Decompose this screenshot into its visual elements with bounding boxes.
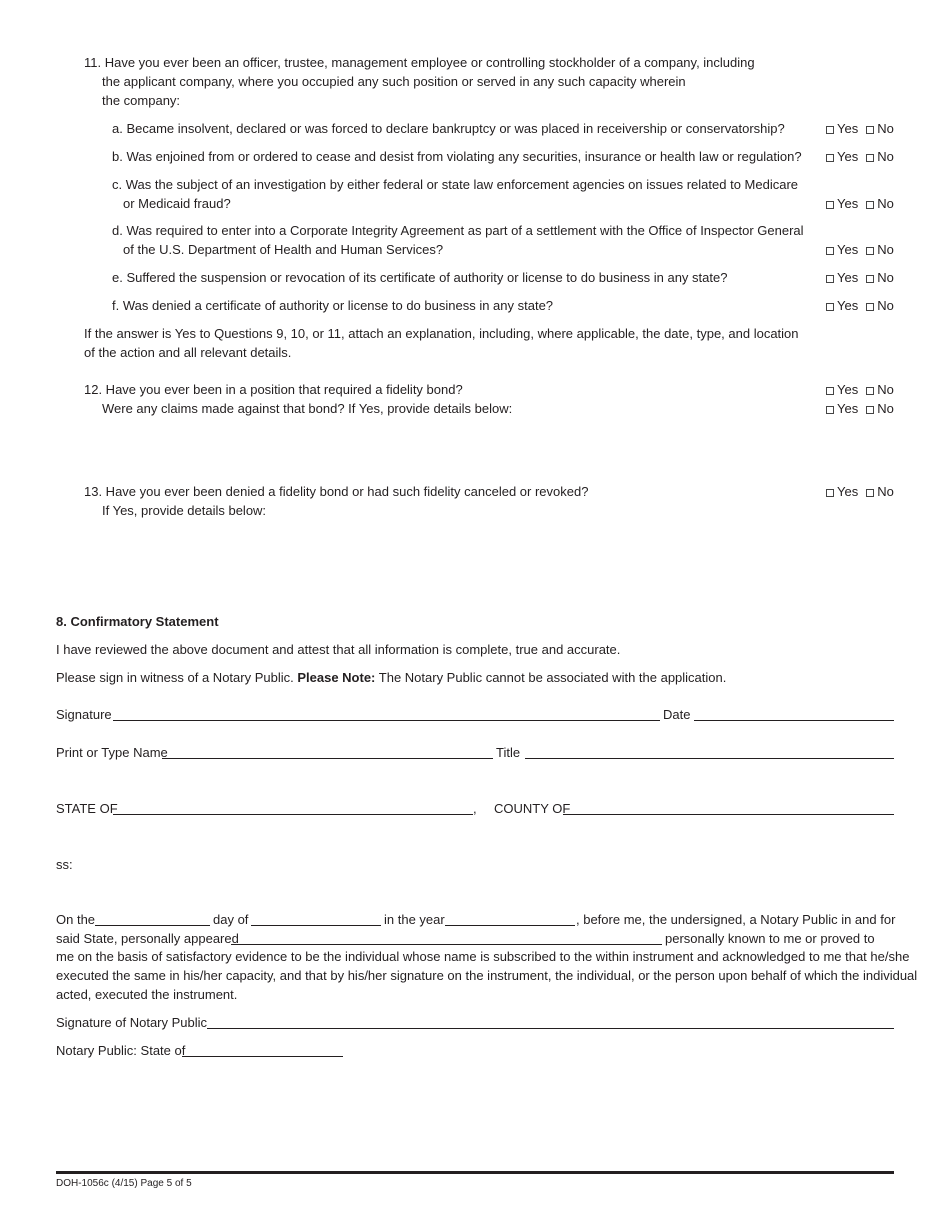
q11d-yes-checkbox[interactable] (826, 247, 834, 255)
q11e-yes-no (826, 268, 894, 287)
q11b-yes-checkbox[interactable] (826, 154, 834, 162)
notary-text-line5: acted, executed the instrument. (56, 987, 238, 1002)
notary-text-line4: executed the same in his/her capacity, and that by his/her signature on the instrument, the individual, or the person upon behalf of which the individual (56, 968, 918, 983)
q13-yes-checkbox[interactable] (826, 489, 834, 497)
date-label: Date (663, 707, 691, 722)
q12-bond-no-label: No (877, 382, 894, 397)
notary-state-of-label: Notary Public: State of (56, 1043, 186, 1058)
q13-text-line1: 13. Have you ever been denied a fidelity bond or had such fidelity canceled or revoked? (84, 484, 589, 499)
q11d-no-checkbox[interactable] (866, 247, 874, 255)
q13-text-line2: If Yes, provide details below: (102, 503, 267, 518)
q13-yes-no (826, 482, 894, 501)
q11c-yes-no (826, 194, 894, 213)
notary-said-state: said State, personally appeared (56, 931, 239, 946)
notary-before-me: , before me, the undersigned, a Notary Public in and for (576, 912, 896, 927)
q11b-no-checkbox[interactable] (866, 154, 874, 162)
notary-month-field[interactable] (251, 925, 381, 926)
sign-instruction (56, 668, 726, 687)
ss-label: ss: (56, 857, 73, 872)
print-name-label: Print or Type Name (56, 745, 168, 760)
title-field[interactable] (525, 758, 894, 759)
q11b-yes-no (826, 147, 894, 166)
q11e-yes-label: Yes (837, 270, 859, 285)
notary-signature-label: Signature of Notary Public (56, 1015, 208, 1030)
state-label: STATE OF (56, 801, 118, 816)
notary-on-the: On the (56, 912, 96, 927)
sign-note-label: Please Note: (297, 670, 376, 685)
sign-instruction-text: Please sign in witness of a Notary Public. (56, 670, 298, 685)
footer-text: DOH-1056c (4/15) Page 5 of 5 (56, 1178, 192, 1189)
print-name-field[interactable] (162, 758, 493, 759)
q11b-no-label: No (877, 149, 894, 164)
q11f-yes-no (826, 296, 894, 315)
q11c-yes-checkbox[interactable] (826, 201, 834, 209)
q12-text-line1: 12. Have you ever been in a position that required a fidelity bond? (84, 382, 463, 397)
q11f-no-checkbox[interactable] (866, 303, 874, 311)
q13-no-label: No (877, 484, 894, 499)
q13-yes-label: Yes (837, 484, 859, 499)
q11a-text: a. Became insolvent, declared or was forced to declare bankruptcy or was placed in receivership or conservatorship? (112, 121, 785, 136)
explanation-note-line1: If the answer is Yes to Questions 9, 10, or 11, attach an explanation, including, where applicable, the date, type, and location (84, 326, 799, 341)
q12-bond-no-checkbox[interactable] (866, 387, 874, 395)
q11f-yes-label: Yes (837, 298, 859, 313)
q12-bond-yes-no (826, 380, 894, 399)
q11-text-line2: the applicant company, where you occupied any such position or served in any such capacity wherein (102, 74, 686, 89)
notary-appeared-name-field[interactable] (231, 944, 662, 945)
q11e-no-label: No (877, 270, 894, 285)
section8-heading: 8. Confirmatory Statement (56, 614, 219, 629)
q11d-no-label: No (877, 242, 894, 257)
q12-bond-yes-checkbox[interactable] (826, 387, 834, 395)
q11c-no-label: No (877, 196, 894, 211)
notary-text-line3: me on the basis of satisfactory evidence to be the individual whose name is subscribed to the within instrument and acknowledged to me that he/she (56, 949, 910, 964)
notary-signature-field[interactable] (207, 1028, 894, 1029)
q11a-yes-no (826, 119, 894, 138)
q11b-yes-label: Yes (837, 149, 859, 164)
q11e-text: e. Suffered the suspension or revocation of its certificate of authority or license to do business in any state? (112, 270, 728, 285)
q11a-no-label: No (877, 121, 894, 136)
state-comma: , (473, 801, 477, 816)
notary-state-of-field[interactable] (182, 1056, 343, 1057)
county-field[interactable] (563, 814, 894, 815)
explanation-note-line2: of the action and all relevant details. (84, 345, 292, 360)
notary-day-field[interactable] (95, 925, 210, 926)
q11c-text-line2: or Medicaid fraud? (123, 196, 231, 211)
q12-claims-yes-no (826, 399, 894, 418)
q11a-no-checkbox[interactable] (866, 126, 874, 134)
q11d-text-line2: of the U.S. Department of Health and Human Services? (123, 242, 444, 257)
q12-claims-no-label: No (877, 401, 894, 416)
signature-label: Signature (56, 707, 112, 722)
title-label: Title (496, 745, 521, 760)
q11e-no-checkbox[interactable] (866, 275, 874, 283)
q11c-yes-label: Yes (837, 196, 859, 211)
q12-claims-yes-checkbox[interactable] (826, 406, 834, 414)
q11d-yes-no (826, 240, 894, 259)
footer-rule (56, 1171, 894, 1174)
q11c-text-line1: c. Was the subject of an investigation by either federal or state law enforcement agencies on issues related to Medicare (112, 177, 798, 192)
notary-day-of: day of (213, 912, 249, 927)
sign-note-text: The Notary Public cannot be associated with the application. (375, 670, 727, 685)
county-label: COUNTY OF (494, 801, 571, 816)
q13-no-checkbox[interactable] (866, 489, 874, 497)
q11f-yes-checkbox[interactable] (826, 303, 834, 311)
q11a-yes-checkbox[interactable] (826, 126, 834, 134)
q11b-text: b. Was enjoined from or ordered to cease and desist from violating any securities, insurance or health law or regulation? (112, 149, 802, 164)
notary-in-the-year: in the year (384, 912, 445, 927)
q11e-yes-checkbox[interactable] (826, 275, 834, 283)
q11c-no-checkbox[interactable] (866, 201, 874, 209)
q12-text-line2: Were any claims made against that bond? If Yes, provide details below: (102, 401, 513, 416)
q12-claims-no-checkbox[interactable] (866, 406, 874, 414)
signature-field[interactable] (113, 720, 660, 721)
notary-personally-known: personally known to me or proved to (665, 931, 875, 946)
attest-statement: I have reviewed the above document and attest that all information is complete, true and accurate. (56, 642, 621, 657)
q11d-yes-label: Yes (837, 242, 859, 257)
q11f-no-label: No (877, 298, 894, 313)
q11a-yes-label: Yes (837, 121, 859, 136)
notary-year-field[interactable] (445, 925, 575, 926)
q12-claims-yes-label: Yes (837, 401, 859, 416)
q11f-text: f. Was denied a certificate of authority or license to do business in any state? (112, 298, 554, 313)
q12-bond-yes-label: Yes (837, 382, 859, 397)
date-field[interactable] (694, 720, 894, 721)
state-field[interactable] (113, 814, 473, 815)
q11d-text-line1: d. Was required to enter into a Corporate Integrity Agreement as part of a settlement with the Office of Inspector General (112, 223, 804, 238)
q11-text-line3: the company: (102, 93, 181, 108)
q11-text-line1: 11. Have you ever been an officer, trustee, management employee or controlling stockholder of a company, including (84, 55, 755, 70)
